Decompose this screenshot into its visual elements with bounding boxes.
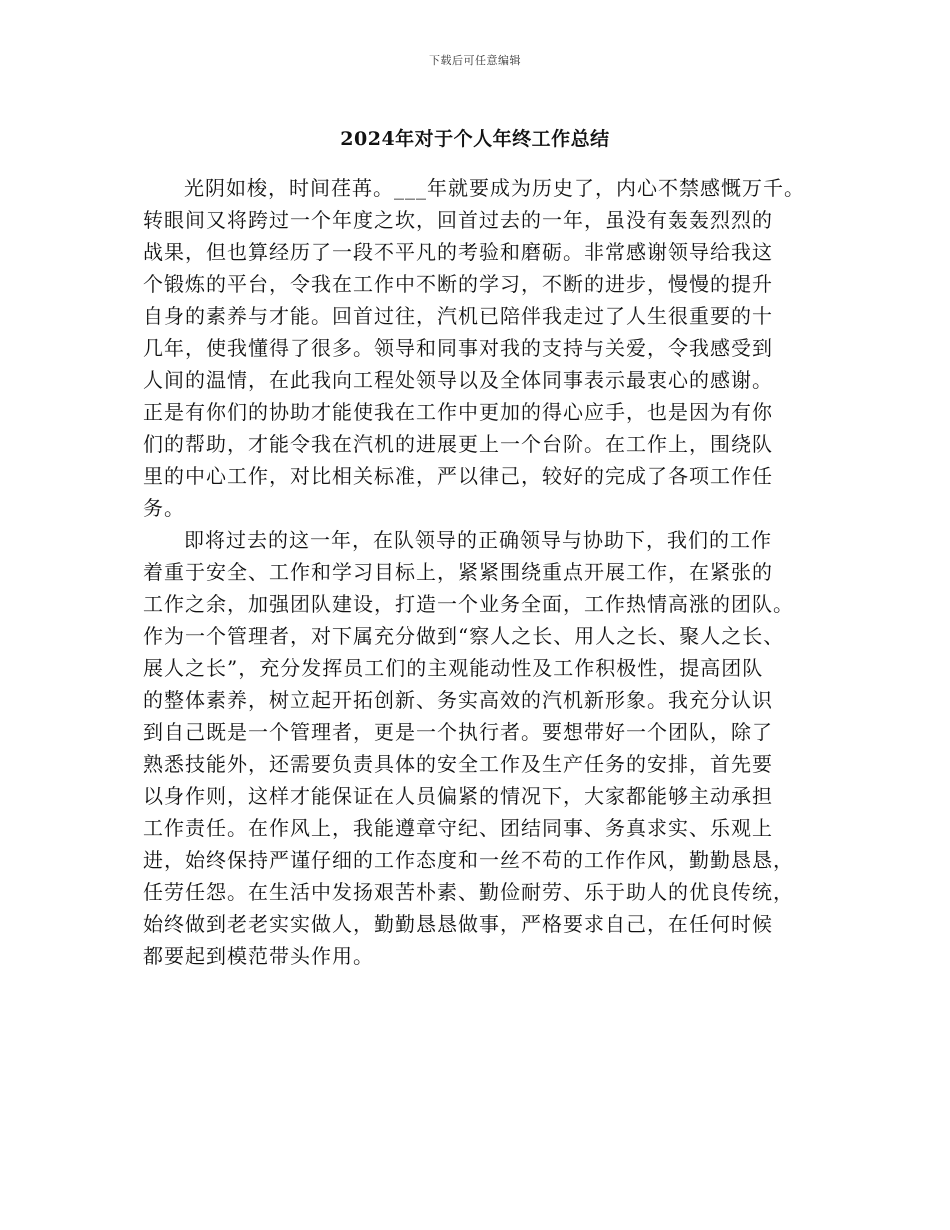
paragraph-line: 始终做到老老实实做人，勤勤恳恳做事，严格要求自己，在任何时候 (143, 912, 773, 936)
paragraph-line: 作为一个管理者，对下属充分做到“察人之长、用人之长、聚人之长、 (143, 624, 785, 648)
header-note: 下载后可任意编辑 (429, 54, 521, 67)
paragraph-line: 们的帮助，才能令我在汽机的进展更上一个台阶。在工作上，围绕队 (143, 432, 773, 456)
paragraph-line: 里的中心工作，对比相关标准，严以律己，较好的完成了各项工作任 (143, 464, 773, 488)
paragraph-2 (143, 524, 833, 972)
paragraph-line: 自身的素养与才能。回首过往，汽机已陪伴我走过了人生很重要的十 (143, 304, 773, 328)
paragraph-line: 熟悉技能外，还需要负责具体的安全工作及生产任务的安排，首先要 (143, 752, 773, 776)
paragraph-line: 人间的温情，在此我向工程处领导以及全体同事表示最衷心的感谢。 (143, 368, 773, 392)
document-title: 2024年对于个人年终工作总结 (340, 128, 610, 150)
paragraph-line: 几年，使我懂得了很多。领导和同事对我的支持与关爱，令我感受到 (143, 336, 773, 360)
paragraph-line: 光阴如梭，时间荏苒。___年就要成为历史了，内心不禁感慨万千。 (184, 176, 805, 200)
paragraph-line: 务。 (143, 496, 185, 520)
paragraph-line: 正是有你们的协助才能使我在工作中更加的得心应手，也是因为有你 (143, 400, 773, 424)
paragraph-line: 都要起到模范带头作用。 (143, 944, 374, 968)
paragraph-line: 进，始终保持严谨仔细的工作态度和一丝不苟的工作作风，勤勤恳恳， (143, 848, 794, 872)
paragraph-line: 任劳任怨。在生活中发扬艰苦朴素、勤俭耐劳、乐于助人的优良传统， (143, 880, 794, 904)
paragraph-line: 个锻炼的平台，令我在工作中不断的学习，不断的进步，慢慢的提升 (143, 272, 773, 296)
paragraph-1 (143, 172, 833, 524)
paragraph-line: 即将过去的这一年，在队领导的正确领导与协助下，我们的工作 (184, 528, 772, 552)
paragraph-line: 的整体素养，树立起开拓创新、务实高效的汽机新形象。我充分认识 (143, 688, 773, 712)
paragraph-line: 转眼间又将跨过一个年度之坎，回首过去的一年，虽没有轰轰烈烈的 (143, 208, 773, 232)
document-body (143, 172, 833, 972)
paragraph-line: 战果，但也算经历了一段不平凡的考验和磨砺。非常感谢领导给我这 (143, 240, 773, 264)
paragraph-line: 工作责任。在作风上，我能遵章守纪、团结同事、务真求实、乐观上 (143, 816, 773, 840)
paragraph-line: 展人之长”，充分发挥员工们的主观能动性及工作积极性，提高团队 (143, 656, 764, 680)
paragraph-line: 到自己既是一个管理者，更是一个执行者。要想带好一个团队，除了 (143, 720, 773, 744)
paragraph-line: 着重于安全、工作和学习目标上，紧紧围绕重点开展工作，在紧张的 (143, 560, 773, 584)
paragraph-line: 以身作则，这样才能保证在人员偏紧的情况下，大家都能够主动承担 (143, 784, 773, 808)
paragraph-line: 工作之余，加强团队建设，打造一个业务全面，工作热情高涨的团队。 (143, 592, 794, 616)
